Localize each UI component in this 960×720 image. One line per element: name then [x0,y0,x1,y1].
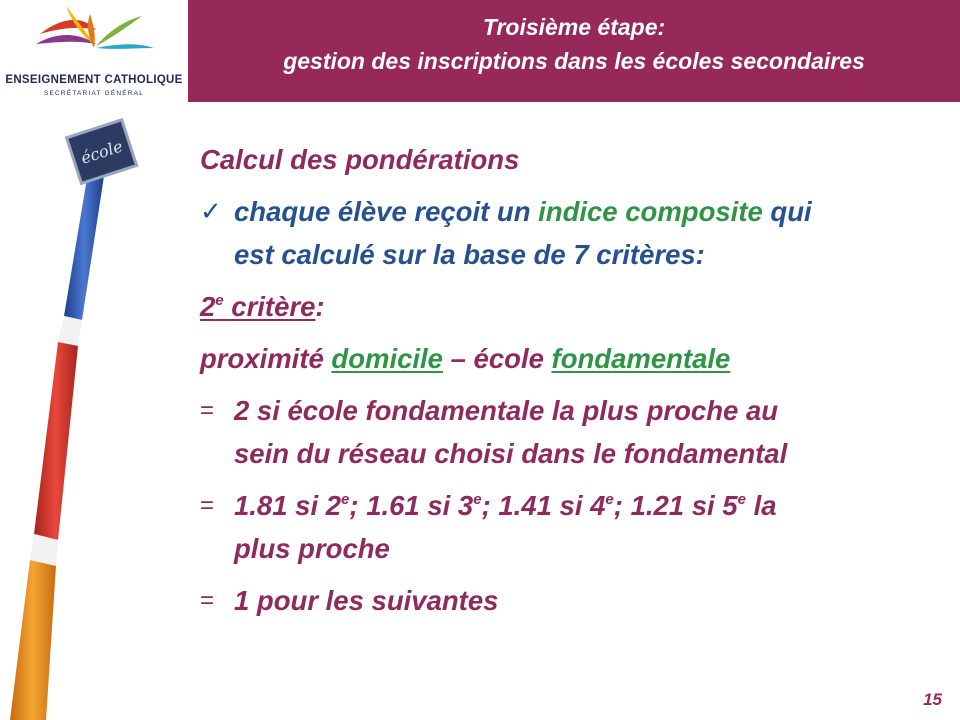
svg-text:école: école [78,136,125,168]
page-number: 15 [923,690,942,709]
rule1-line-2: sein du réseau choisi dans le fondamental [234,438,788,469]
rule2-line-1: 1.81 si 2e; 1.61 si 3e; 1.41 si 4e; 1.21 si 5e la [234,490,777,521]
bullet-highlight: indice composite [538,196,763,227]
fondamentale-term: fondamentale [551,343,731,374]
equals-mark: = [200,587,215,614]
criterion-label [200,285,940,328]
section-heading: Calcul des pondérations [200,144,520,175]
criterion-number: 2 [200,291,216,322]
bullet-text-line-2: est calculé sur la base de 7 critères: [234,239,705,270]
criterion-word: critère [231,291,316,322]
logo [0,0,188,104]
checkmark-icon: ✓ [200,196,222,226]
rule3-line: 1 pour les suivantes [234,585,499,616]
slide-body [200,138,940,622]
slide-title-line-2: gestion des inscriptions dans les écoles secondaires [283,48,865,74]
domicile-term: domicile [331,343,443,374]
equals-mark: = [200,492,215,519]
slide-title-line-1: Troisième étape: [482,14,666,40]
rule-nearest-school [200,389,940,475]
bullet-text-1: chaque élève reçoit un [234,196,539,227]
equals-mark: = [200,397,215,424]
rule1-line-1: 2 si école fondamentale la plus proche au [234,395,779,426]
slide-title-bar [188,0,960,102]
bullet-text-2: qui [762,196,812,227]
school-pole-illustration [0,110,190,720]
logo-subtitle: SECRÉTARIAT GÉNÉRAL [43,90,145,97]
brush-strokes-logo-icon [0,0,188,74]
ecole-sign-icon [67,120,137,184]
rule2-line-2: plus proche [234,533,390,564]
proximity-line: proximité domicile – école fondamentale [200,343,731,374]
criterion-colon: : [315,291,325,322]
criterion-sup: e [215,292,224,309]
rule-ranked-schools [200,484,940,570]
rule-following-schools [200,579,940,622]
logo-title: ENSEIGNEMENT CATHOLIQUE [5,74,183,86]
bullet-composite-index [200,190,940,276]
